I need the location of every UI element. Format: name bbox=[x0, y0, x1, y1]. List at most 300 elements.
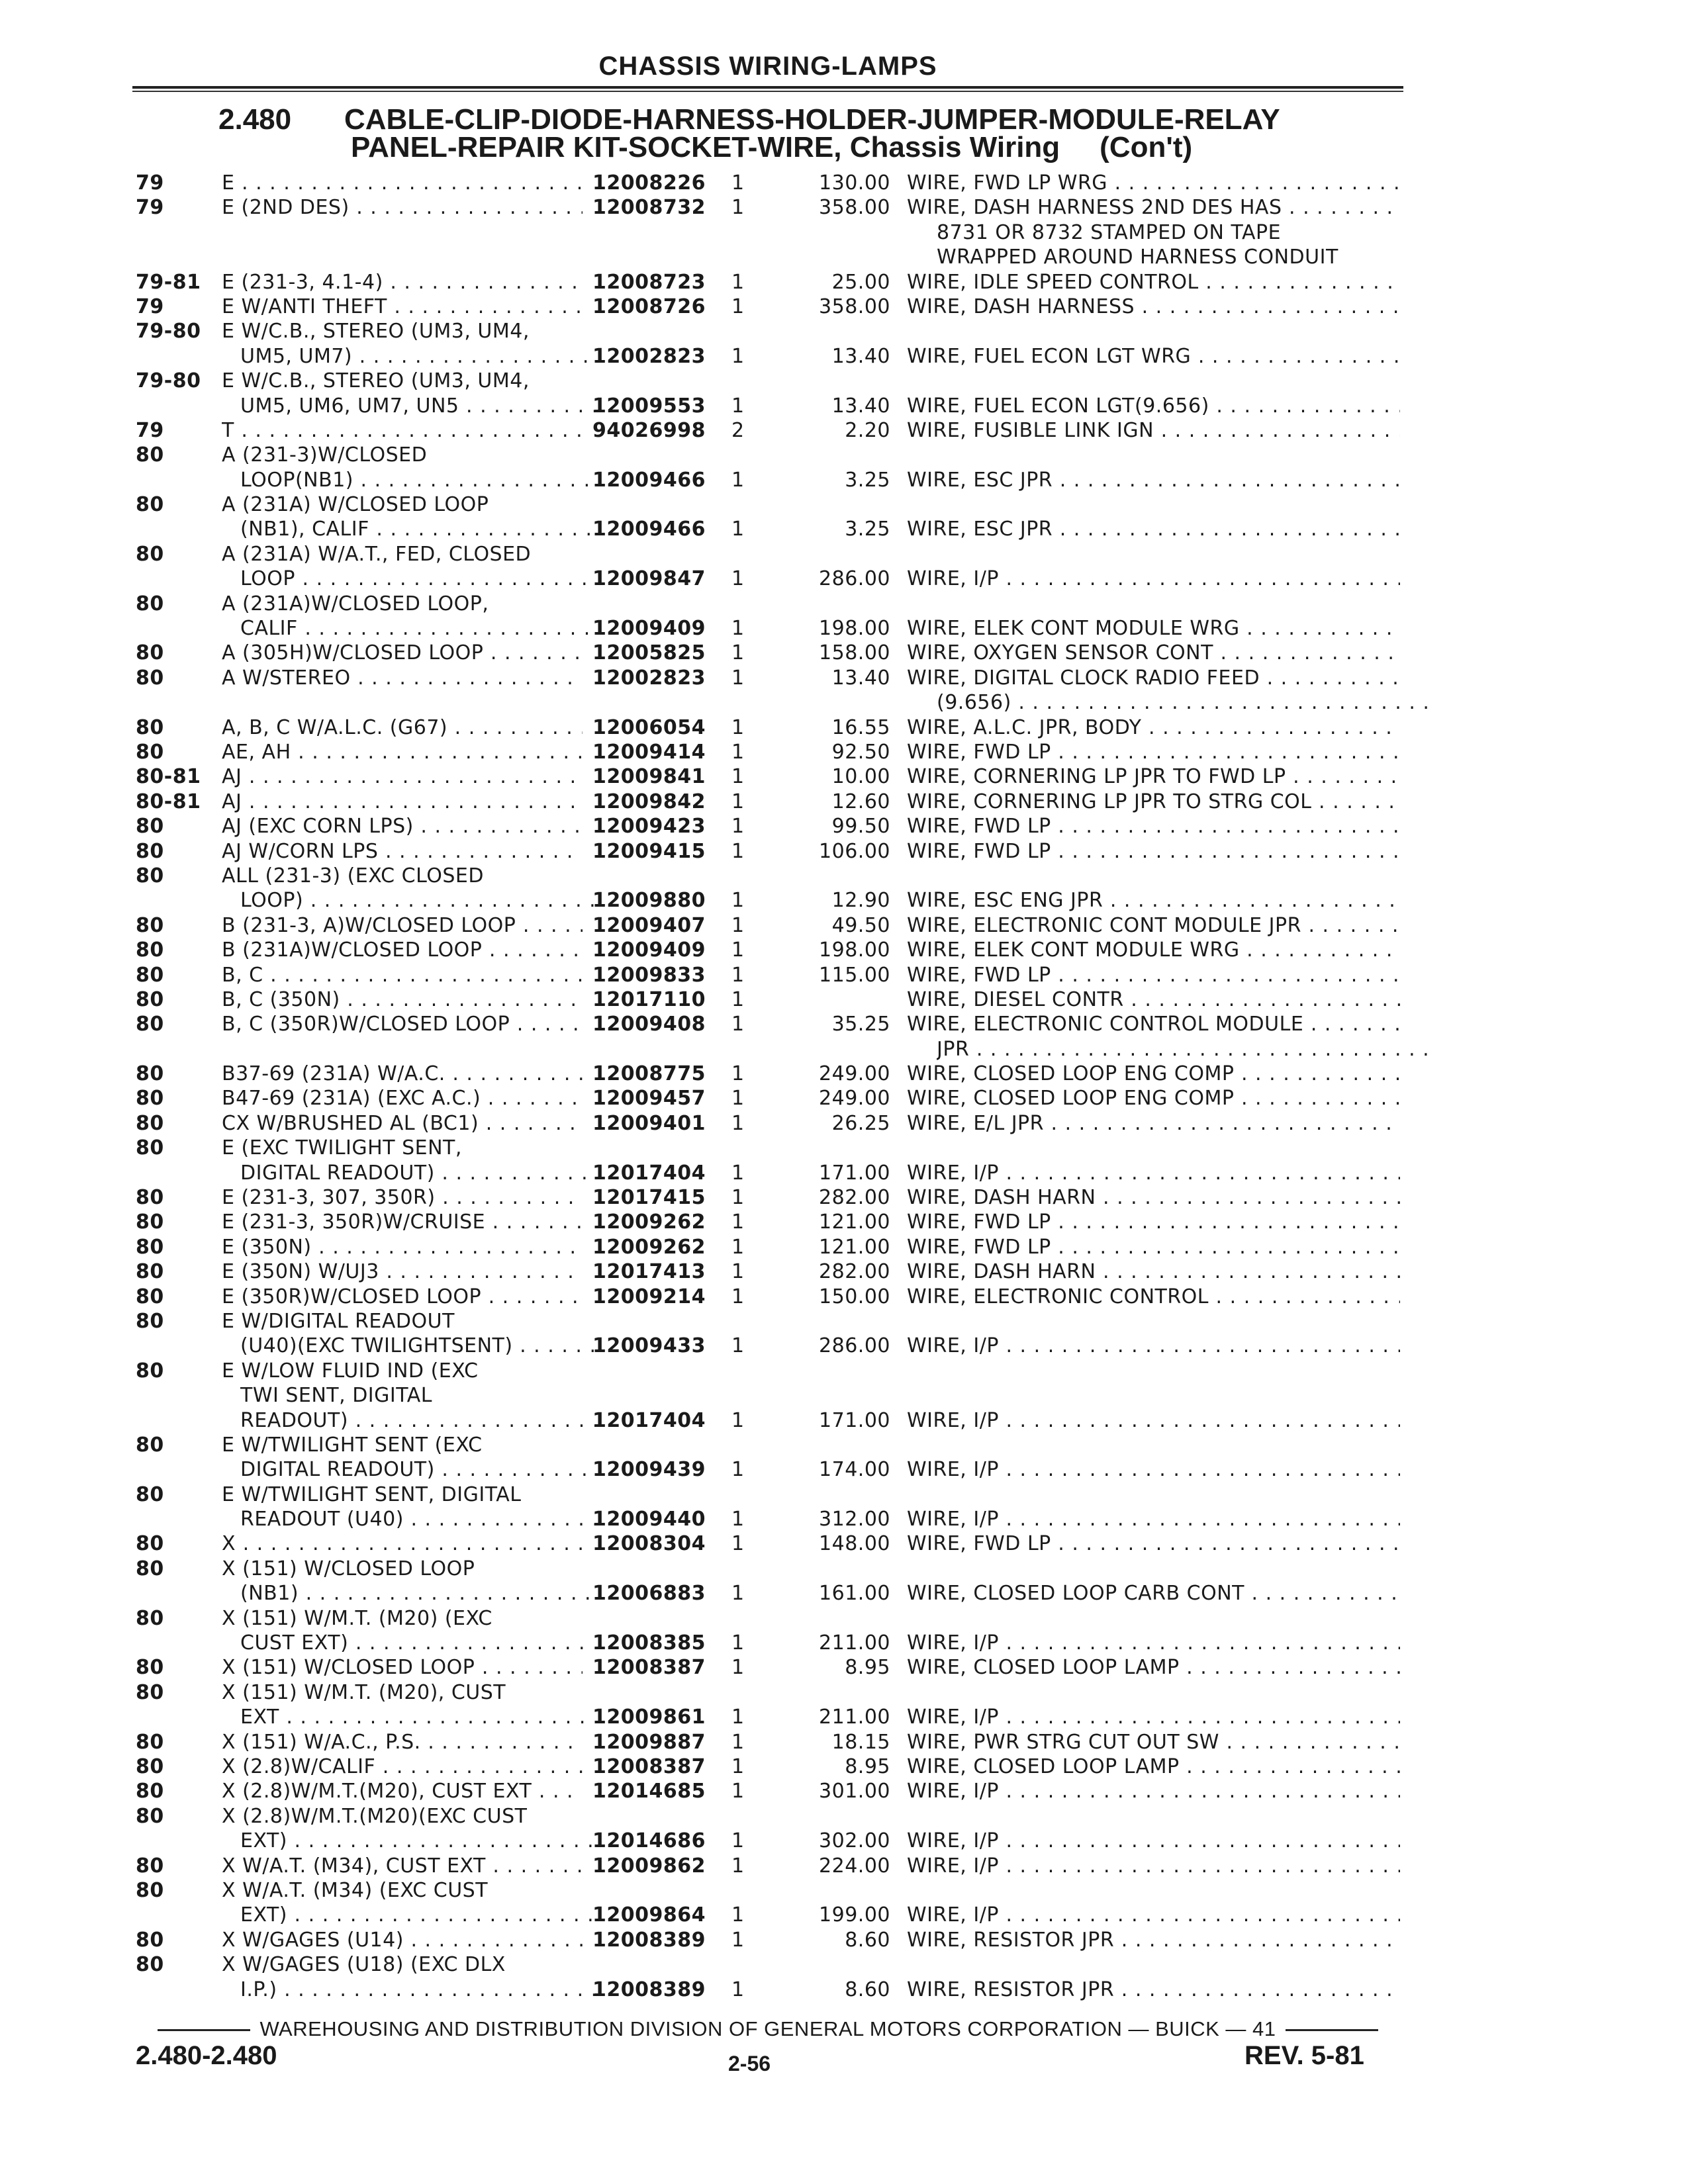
cell-description: WIRE, I/P . . . bbox=[907, 1631, 1400, 1655]
cell-year: 79-80 bbox=[136, 320, 201, 343]
cell-year: 80 bbox=[136, 1087, 164, 1111]
cell-quantity: 1 bbox=[731, 889, 745, 913]
section-title-line2 bbox=[351, 131, 1193, 163]
cell-model: T . . . bbox=[222, 418, 583, 443]
cell-year: 80 bbox=[136, 1606, 164, 1630]
cell-price: 121.00 bbox=[819, 1235, 890, 1259]
cell-year: 80 bbox=[136, 1013, 164, 1036]
cell-price: 249.00 bbox=[819, 1087, 890, 1111]
cell-model: X (151) W/A.C., P.S. . . . bbox=[222, 1730, 583, 1754]
cell-model: ALL (231-3) (EXC CLOSED bbox=[222, 864, 484, 887]
cell-model: LOOP) . . . bbox=[240, 888, 601, 913]
cell-description: WIRE, PWR STRG CUT OUT SW . . . bbox=[907, 1730, 1400, 1754]
cell-quantity: 1 bbox=[731, 740, 745, 764]
cell-year: 80 bbox=[136, 815, 164, 839]
cell-part-number: 12009842 bbox=[592, 790, 706, 813]
cell-model: CUST EXT) . . . bbox=[240, 1631, 601, 1655]
cell-year: 80-81 bbox=[136, 790, 201, 813]
cell-year: 80 bbox=[136, 1482, 164, 1506]
cell-quantity: 1 bbox=[731, 295, 745, 318]
cell-part-number: 94026998 bbox=[592, 418, 706, 442]
table-row bbox=[136, 1779, 1400, 1803]
cell-model: AJ . . . bbox=[222, 764, 583, 789]
table-row bbox=[136, 295, 1400, 319]
cell-model: (NB1) . . . bbox=[240, 1581, 601, 1606]
cell-part-number: 12008304 bbox=[592, 1532, 706, 1556]
cell-model: E (2ND DES) . . . bbox=[222, 195, 583, 220]
table-row bbox=[136, 1557, 1400, 1581]
cell-quantity: 1 bbox=[731, 468, 745, 492]
cell-price: 8.60 bbox=[845, 1978, 890, 2001]
table-row bbox=[136, 1062, 1400, 1086]
cell-year: 80-81 bbox=[136, 765, 201, 789]
cell-part-number: 12009262 bbox=[592, 1210, 706, 1234]
cell-part-number: 12006054 bbox=[592, 715, 706, 739]
cell-model: CX W/BRUSHED AL (BC1) . . . bbox=[222, 1111, 583, 1136]
cell-price: 211.00 bbox=[819, 1631, 890, 1655]
cell-year: 80 bbox=[136, 963, 164, 987]
cell-description: WIRE, CORNERING LP JPR TO FWD LP . . . bbox=[907, 764, 1400, 789]
cell-price: 25.00 bbox=[831, 270, 890, 294]
cell-quantity: 1 bbox=[731, 171, 745, 195]
cell-description: WIRE, ESC JPR . . . bbox=[907, 517, 1400, 541]
cell-year: 80 bbox=[136, 938, 164, 962]
cell-description: WIRE, FWD LP . . . bbox=[907, 1235, 1400, 1259]
cell-price: 121.00 bbox=[819, 1210, 890, 1234]
cell-description: WIRE, IDLE SPEED CONTROL . . . bbox=[907, 270, 1400, 295]
cell-model: AJ (EXC CORN LPS) . . . bbox=[222, 814, 583, 839]
footer-page-number: 2-56 bbox=[728, 2052, 771, 2075]
table-row bbox=[136, 1655, 1400, 1680]
cell-year: 80 bbox=[136, 1878, 164, 1902]
cell-part-number: 12002823 bbox=[592, 666, 706, 690]
cell-year: 80 bbox=[136, 1854, 164, 1878]
cell-quantity: 1 bbox=[731, 270, 745, 294]
cell-part-number: 12009862 bbox=[592, 1854, 706, 1878]
cell-price: 198.00 bbox=[819, 938, 890, 962]
cell-model: X (2.8)W/CALIF . . . bbox=[222, 1754, 583, 1779]
table-row bbox=[136, 616, 1400, 641]
cell-part-number: 12009466 bbox=[592, 518, 706, 541]
cell-model: B, C . . . bbox=[222, 963, 583, 987]
table-row bbox=[136, 839, 1400, 864]
table-row bbox=[136, 1086, 1400, 1111]
table-row bbox=[136, 963, 1400, 987]
table-row bbox=[136, 517, 1400, 541]
cell-year: 79 bbox=[136, 418, 164, 442]
cell-price: 2.20 bbox=[845, 418, 890, 442]
table-row bbox=[136, 715, 1400, 740]
cell-price: 148.00 bbox=[819, 1532, 890, 1556]
table-row bbox=[136, 418, 1400, 443]
footer-section-range: 2.480-2.480 bbox=[136, 2041, 277, 2070]
table-row bbox=[136, 171, 1400, 195]
cell-description: WIRE, DASH HARNESS . . . bbox=[907, 295, 1400, 319]
cell-model: X (2.8)W/M.T.(M20)(EXC CUST bbox=[222, 1804, 528, 1828]
cell-price: 8.95 bbox=[845, 1656, 890, 1680]
cell-description: WIRE, FWD LP WRG . . . bbox=[907, 171, 1400, 195]
table-row bbox=[136, 1952, 1400, 1977]
section-title-line1: CABLE-CLIP-DIODE-HARNESS-HOLDER-JUMPER-MODULE-RELAY bbox=[344, 103, 1280, 136]
cell-quantity: 1 bbox=[731, 839, 745, 863]
cell-model: B, C (350N) . . . bbox=[222, 987, 583, 1012]
cell-price: 26.25 bbox=[831, 1111, 890, 1135]
cell-quantity: 1 bbox=[731, 1186, 745, 1210]
cell-model: E W/LOW FLUID IND (EXC bbox=[222, 1359, 479, 1383]
cell-quantity: 1 bbox=[731, 196, 745, 220]
cell-model: UM5, UM7) . . . bbox=[240, 344, 601, 369]
cell-quantity: 1 bbox=[731, 518, 745, 541]
cell-price: 199.00 bbox=[819, 1903, 890, 1927]
cell-part-number: 12009466 bbox=[592, 468, 706, 492]
table-row bbox=[136, 542, 1400, 567]
cell-price: 8.60 bbox=[845, 1928, 890, 1952]
cell-part-number: 12008775 bbox=[592, 1062, 706, 1086]
cell-price: 16.55 bbox=[831, 715, 890, 739]
cell-model: E (231-3, 350R)W/CRUISE . . . bbox=[222, 1210, 583, 1234]
cell-description: WIRE, DIGITAL CLOCK RADIO FEED . . . bbox=[907, 666, 1400, 690]
cell-description: WIRE, I/P . . . bbox=[907, 1408, 1400, 1433]
table-row bbox=[136, 1012, 1400, 1036]
cell-year: 80 bbox=[136, 1730, 164, 1754]
cell-quantity: 1 bbox=[731, 1631, 745, 1655]
cell-part-number: 12008726 bbox=[592, 295, 706, 318]
cell-price: 3.25 bbox=[845, 518, 890, 541]
cell-model: EXT) . . . bbox=[240, 1829, 601, 1853]
header-rule-thin bbox=[132, 91, 1403, 92]
cell-part-number: 12008387 bbox=[592, 1755, 706, 1778]
table-row bbox=[136, 1037, 1400, 1062]
section-number: 2.480 bbox=[218, 103, 292, 136]
cell-model: A (231A) W/A.T., FED, CLOSED bbox=[222, 542, 532, 566]
cell-model: AJ . . . bbox=[222, 790, 583, 814]
table-row bbox=[136, 1854, 1400, 1878]
section-title-line2-text: PANEL-REPAIR KIT-SOCKET-WIRE, Chassis Wiring bbox=[351, 131, 1060, 163]
cell-part-number: 12017110 bbox=[592, 987, 706, 1011]
cell-price: 358.00 bbox=[819, 295, 890, 318]
cell-quantity: 1 bbox=[731, 617, 745, 641]
cell-model: DIGITAL READOUT) . . . bbox=[240, 1457, 601, 1482]
cell-model: A (305H)W/CLOSED LOOP . . . bbox=[222, 641, 583, 665]
table-row bbox=[136, 1482, 1400, 1507]
cell-year: 80 bbox=[136, 1804, 164, 1828]
cell-price: 158.00 bbox=[819, 641, 890, 665]
cell-year: 80 bbox=[136, 542, 164, 566]
cell-part-number: 12002823 bbox=[592, 344, 706, 368]
table-row bbox=[136, 1111, 1400, 1136]
cell-model: X (151) W/M.T. (M20), CUST bbox=[222, 1680, 506, 1704]
cell-year: 80 bbox=[136, 493, 164, 517]
table-row bbox=[136, 1408, 1400, 1433]
cell-quantity: 1 bbox=[731, 1706, 745, 1729]
cell-description-continued: WRAPPED AROUND HARNESS CONDUIT bbox=[937, 246, 1338, 269]
cell-year: 79-80 bbox=[136, 369, 201, 393]
cell-year: 79 bbox=[136, 171, 164, 195]
cell-part-number: 12005825 bbox=[592, 641, 706, 665]
cell-description: WIRE, FUEL ECON LGT WRG . . . bbox=[907, 344, 1400, 369]
table-row bbox=[136, 492, 1400, 517]
cell-quantity: 1 bbox=[731, 1508, 745, 1531]
cell-description: WIRE, ESC ENG JPR . . . bbox=[907, 888, 1400, 913]
cell-description-continued: 8731 OR 8732 STAMPED ON TAPE bbox=[937, 220, 1282, 244]
cell-quantity: 1 bbox=[731, 1210, 745, 1234]
cell-model: E W/C.B., STEREO (UM3, UM4, bbox=[222, 369, 530, 393]
cell-quantity: 1 bbox=[731, 1730, 745, 1754]
cell-quantity: 1 bbox=[731, 987, 745, 1011]
table-row bbox=[136, 888, 1400, 913]
cell-description: WIRE, FWD LP . . . bbox=[907, 814, 1400, 839]
cell-part-number: 12009414 bbox=[592, 740, 706, 764]
cell-model: E W/C.B., STEREO (UM3, UM4, bbox=[222, 320, 530, 343]
table-row bbox=[136, 1259, 1400, 1284]
cell-quantity: 1 bbox=[731, 1161, 745, 1185]
table-row bbox=[136, 666, 1400, 690]
cell-model: TWI SENT, DIGITAL bbox=[240, 1384, 432, 1408]
cell-quantity: 1 bbox=[731, 715, 745, 739]
table-row bbox=[136, 1705, 1400, 1729]
cell-year: 80 bbox=[136, 443, 164, 467]
cell-quantity: 1 bbox=[731, 344, 745, 368]
page-header: CHASSIS WIRING-LAMPS bbox=[598, 52, 937, 81]
cell-year: 80 bbox=[136, 592, 164, 615]
cell-model: E (350R)W/CLOSED LOOP . . . bbox=[222, 1285, 583, 1309]
table-row bbox=[136, 913, 1400, 938]
cell-year: 80 bbox=[136, 1557, 164, 1580]
cell-quantity: 1 bbox=[731, 963, 745, 987]
cell-part-number: 12009423 bbox=[592, 815, 706, 839]
cell-description: WIRE, RESISTOR JPR . . . bbox=[907, 1928, 1400, 1952]
cell-year: 80 bbox=[136, 1780, 164, 1803]
cell-description: WIRE, I/P . . . bbox=[907, 1705, 1400, 1729]
cell-model: E (350N) W/UJ3 . . . bbox=[222, 1259, 583, 1284]
cell-quantity: 1 bbox=[731, 1087, 745, 1111]
cell-part-number: 12017413 bbox=[592, 1260, 706, 1284]
parts-table bbox=[136, 171, 1400, 2002]
cell-part-number: 12009408 bbox=[592, 1013, 706, 1036]
cell-part-number: 12017415 bbox=[592, 1186, 706, 1210]
cell-price: 13.40 bbox=[831, 394, 890, 418]
cell-model: EXT) . . . bbox=[240, 1903, 601, 1927]
cell-model: READOUT (U40) . . . bbox=[240, 1507, 601, 1531]
table-row bbox=[136, 468, 1400, 492]
cell-year: 80 bbox=[136, 1656, 164, 1680]
cell-year: 80 bbox=[136, 666, 164, 690]
cell-description: WIRE, E/L JPR . . . bbox=[907, 1111, 1400, 1136]
cell-price: 171.00 bbox=[819, 1408, 890, 1432]
cell-quantity: 1 bbox=[731, 1582, 745, 1606]
cell-description: WIRE, ELECTRONIC CONTROL . . . bbox=[907, 1285, 1400, 1309]
cell-model: X W/A.T. (M34) (EXC CUST bbox=[222, 1878, 489, 1902]
cell-description: WIRE, OXYGEN SENSOR CONT . . . bbox=[907, 641, 1400, 665]
cell-quantity: 1 bbox=[731, 1780, 745, 1803]
cell-description: WIRE, CLOSED LOOP ENG COMP . . . bbox=[907, 1062, 1400, 1086]
cell-description: WIRE, DASH HARN . . . bbox=[907, 1185, 1400, 1210]
cell-year: 80 bbox=[136, 1680, 164, 1704]
table-row bbox=[136, 790, 1400, 814]
table-row bbox=[136, 1210, 1400, 1234]
table-row bbox=[136, 1235, 1400, 1259]
cell-quantity: 1 bbox=[731, 666, 745, 690]
cell-price: 106.00 bbox=[819, 839, 890, 863]
cell-quantity: 1 bbox=[731, 1458, 745, 1482]
cell-year: 80 bbox=[136, 1928, 164, 1952]
cell-price: 249.00 bbox=[819, 1062, 890, 1086]
cell-quantity: 1 bbox=[731, 938, 745, 962]
table-row bbox=[136, 1433, 1400, 1457]
footer-dash-left bbox=[158, 2029, 250, 2031]
cell-part-number: 12009409 bbox=[592, 617, 706, 641]
header-rule bbox=[132, 86, 1403, 89]
cell-quantity: 1 bbox=[731, 1903, 745, 1927]
cell-price: 161.00 bbox=[819, 1582, 890, 1606]
cell-part-number: 12009401 bbox=[592, 1111, 706, 1135]
cell-price: 35.25 bbox=[831, 1013, 890, 1036]
cell-price: 198.00 bbox=[819, 617, 890, 641]
table-row bbox=[136, 740, 1400, 764]
cell-quantity: 1 bbox=[731, 913, 745, 937]
cell-price: 171.00 bbox=[819, 1161, 890, 1185]
cell-year: 80 bbox=[136, 1210, 164, 1234]
cell-quantity: 1 bbox=[731, 394, 745, 418]
cell-model: X (151) W/CLOSED LOOP . . . bbox=[222, 1655, 583, 1680]
cell-year: 79 bbox=[136, 196, 164, 220]
cell-price: 92.50 bbox=[831, 740, 890, 764]
cell-model: E (231-3, 307, 350R) . . . bbox=[222, 1185, 583, 1210]
cell-part-number: 12009887 bbox=[592, 1730, 706, 1754]
table-row bbox=[136, 1581, 1400, 1606]
table-row bbox=[136, 245, 1400, 269]
cell-description: WIRE, ELEK CONT MODULE WRG . . . bbox=[907, 938, 1400, 962]
cell-quantity: 1 bbox=[731, 1111, 745, 1135]
cell-model: E (EXC TWILIGHT SENT, bbox=[222, 1136, 462, 1160]
cell-price: 13.40 bbox=[831, 344, 890, 368]
cell-price: 8.95 bbox=[845, 1755, 890, 1778]
cell-price: 282.00 bbox=[819, 1260, 890, 1284]
cell-quantity: 1 bbox=[731, 1408, 745, 1432]
cell-description: WIRE, RESISTOR JPR . . . bbox=[907, 1978, 1400, 2002]
table-row bbox=[136, 1309, 1400, 1334]
table-row bbox=[136, 1136, 1400, 1160]
cell-year: 80 bbox=[136, 1309, 164, 1333]
cell-price: 12.60 bbox=[831, 790, 890, 813]
cell-description: WIRE, FWD LP . . . bbox=[907, 1531, 1400, 1556]
cell-model: A (231A)W/CLOSED LOOP, bbox=[222, 592, 489, 615]
cell-model: X W/A.T. (M34), CUST EXT . . . bbox=[222, 1854, 583, 1878]
cell-price: 99.50 bbox=[831, 815, 890, 839]
cell-year: 80 bbox=[136, 715, 164, 739]
cell-model: E (350N) . . . bbox=[222, 1235, 583, 1259]
table-row bbox=[136, 443, 1400, 467]
cell-description: WIRE, ELECTRONIC CONT MODULE JPR . . . bbox=[907, 913, 1400, 938]
cell-description: WIRE, I/P . . . bbox=[907, 1829, 1400, 1853]
cell-description: WIRE, CLOSED LOOP LAMP . . . bbox=[907, 1655, 1400, 1680]
cell-part-number: 12008723 bbox=[592, 270, 706, 294]
cell-part-number: 12009847 bbox=[592, 567, 706, 591]
cell-model: X . . . bbox=[222, 1531, 583, 1556]
cell-description: WIRE, I/P . . . bbox=[907, 1903, 1400, 1927]
cell-description-continued: (9.656) . . . bbox=[937, 690, 1430, 715]
cell-description: WIRE, CORNERING LP JPR TO STRG COL . . . bbox=[907, 790, 1400, 814]
table-row bbox=[136, 1531, 1400, 1556]
cell-model: B (231-3, A)W/CLOSED LOOP . . . bbox=[222, 913, 583, 938]
cell-quantity: 1 bbox=[731, 790, 745, 813]
cell-year: 80 bbox=[136, 913, 164, 937]
table-row bbox=[136, 1161, 1400, 1185]
cell-description: WIRE, FUEL ECON LGT(9.656) . . . bbox=[907, 394, 1400, 418]
cell-model: UM5, UM6, UM7, UN5 . . . bbox=[240, 394, 601, 418]
cell-year: 80 bbox=[136, 740, 164, 764]
table-row bbox=[136, 1457, 1400, 1482]
table-row bbox=[136, 1754, 1400, 1779]
cell-model: E (231-3, 4.1-4) . . . bbox=[222, 270, 583, 295]
cell-description: WIRE, CLOSED LOOP CARB CONT . . . bbox=[907, 1581, 1400, 1606]
cell-part-number: 12014686 bbox=[592, 1829, 706, 1853]
cell-part-number: 12009262 bbox=[592, 1235, 706, 1259]
cell-model: AE, AH . . . bbox=[222, 740, 583, 764]
cell-price: 211.00 bbox=[819, 1706, 890, 1729]
cell-description: WIRE, FUSIBLE LINK IGN . . . bbox=[907, 418, 1400, 443]
cell-price: 224.00 bbox=[819, 1854, 890, 1878]
cell-model: (U40)(EXC TWILIGHTSENT) . . . bbox=[240, 1334, 601, 1358]
footer-division bbox=[132, 2017, 1403, 2041]
table-row bbox=[136, 1878, 1400, 1903]
cell-model: E . . . bbox=[222, 171, 583, 195]
cell-part-number: 12014685 bbox=[592, 1780, 706, 1803]
table-row bbox=[136, 270, 1400, 295]
cell-year: 80 bbox=[136, 1755, 164, 1778]
cell-price: 312.00 bbox=[819, 1508, 890, 1531]
table-row bbox=[136, 319, 1400, 343]
cell-price: 286.00 bbox=[819, 567, 890, 591]
cell-part-number: 12009440 bbox=[592, 1508, 706, 1531]
cell-part-number: 12008226 bbox=[592, 171, 706, 195]
cell-price: 115.00 bbox=[819, 963, 890, 987]
cell-price: 13.40 bbox=[831, 666, 890, 690]
cell-year: 80 bbox=[136, 1433, 164, 1457]
cell-model: E W/ANTI THEFT . . . bbox=[222, 295, 583, 319]
cell-description: WIRE, A.L.C. JPR, BODY . . . bbox=[907, 715, 1400, 740]
cell-year: 80 bbox=[136, 1532, 164, 1556]
cell-description: WIRE, I/P . . . bbox=[907, 1334, 1400, 1358]
table-row bbox=[136, 1978, 1400, 2002]
footer-dash-right bbox=[1286, 2029, 1378, 2031]
cell-description: WIRE, I/P . . . bbox=[907, 567, 1400, 591]
cell-price: 3.25 bbox=[845, 468, 890, 492]
cell-price: 130.00 bbox=[819, 171, 890, 195]
cell-model: E W/TWILIGHT SENT, DIGITAL bbox=[222, 1482, 522, 1506]
cell-quantity: 1 bbox=[731, 1854, 745, 1878]
cell-quantity: 1 bbox=[731, 1285, 745, 1308]
cell-description: WIRE, DASH HARN . . . bbox=[907, 1259, 1400, 1284]
cell-description: WIRE, CLOSED LOOP LAMP . . . bbox=[907, 1754, 1400, 1779]
cell-description: WIRE, FWD LP . . . bbox=[907, 1210, 1400, 1234]
table-row bbox=[136, 1359, 1400, 1383]
table-row bbox=[136, 1383, 1400, 1408]
cell-model: E W/TWILIGHT SENT (EXC bbox=[222, 1433, 483, 1457]
cell-price: 286.00 bbox=[819, 1334, 890, 1358]
cell-part-number: 12009439 bbox=[592, 1458, 706, 1482]
table-row bbox=[136, 394, 1400, 418]
cell-part-number: 12009415 bbox=[592, 839, 706, 863]
cell-part-number: 12009457 bbox=[592, 1087, 706, 1111]
cell-year: 80 bbox=[136, 1235, 164, 1259]
table-row bbox=[136, 1928, 1400, 1952]
cell-year: 80 bbox=[136, 641, 164, 665]
cell-model: B37-69 (231A) W/A.C. . . . bbox=[222, 1062, 583, 1086]
cell-price: 302.00 bbox=[819, 1829, 890, 1853]
cell-description: WIRE, I/P . . . bbox=[907, 1457, 1400, 1482]
cell-price: 150.00 bbox=[819, 1285, 890, 1308]
